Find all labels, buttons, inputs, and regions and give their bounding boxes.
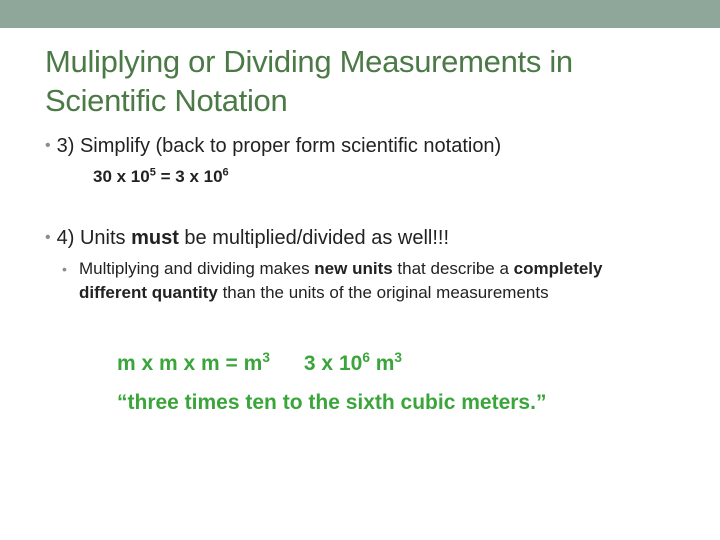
bullet-simplify (45, 134, 501, 160)
sub-bullet-new-units (62, 257, 642, 305)
bullet-dot-icon: • (45, 137, 51, 154)
bullet-simplify-text: 3) Simplify (back to proper form scientific notation) (56, 135, 502, 157)
equation-units-left-exponent: 3 (262, 350, 270, 365)
equation-simplify (93, 167, 229, 187)
equation-units-left: m x m x m = m (117, 352, 263, 375)
equation-units-unit-exponent: 3 (394, 350, 403, 365)
spoken-quote: “three times ten to the sixth cubic meters.” (117, 391, 547, 414)
equation-simplify-left: 30 x 10 (93, 167, 150, 186)
bullet-units-emphasis: must (131, 227, 179, 249)
bullet-units-text-pre: 4) Units (56, 227, 132, 249)
sub-bullet-part2: that describe a (392, 259, 514, 278)
sub-bullet-text (79, 257, 642, 305)
equation-simplify-right: = 3 x 10 (155, 167, 223, 186)
equation-cubic-meters (117, 352, 402, 376)
slide-title: Muliplying or Dividing Measurements in Scientific Notation (45, 44, 573, 118)
sub-bullet-part3: than the units of the original measurements (217, 283, 549, 302)
equation-units-unit: m (369, 352, 395, 375)
top-accent-bar (0, 0, 720, 28)
bullet-units (45, 226, 449, 252)
equation-units-power-of-ten: 6 (362, 350, 370, 365)
equation-units-right: 3 x 10 (303, 352, 363, 375)
sub-bullet-bold-new-units: new units (314, 259, 393, 278)
sub-bullet-part1: Multiplying and dividing makes (79, 259, 315, 278)
bullet-dot-icon: • (45, 229, 51, 246)
equation-simplify-right-exponent: 6 (222, 166, 229, 179)
sub-bullet-bold-quantity: completely different quantity (79, 259, 603, 302)
sub-bullet-dot-icon: • (62, 261, 67, 277)
bullet-units-text-post: be multiplied/divided as well!!! (178, 227, 450, 249)
equation-simplify-left-exponent: 5 (149, 166, 156, 179)
